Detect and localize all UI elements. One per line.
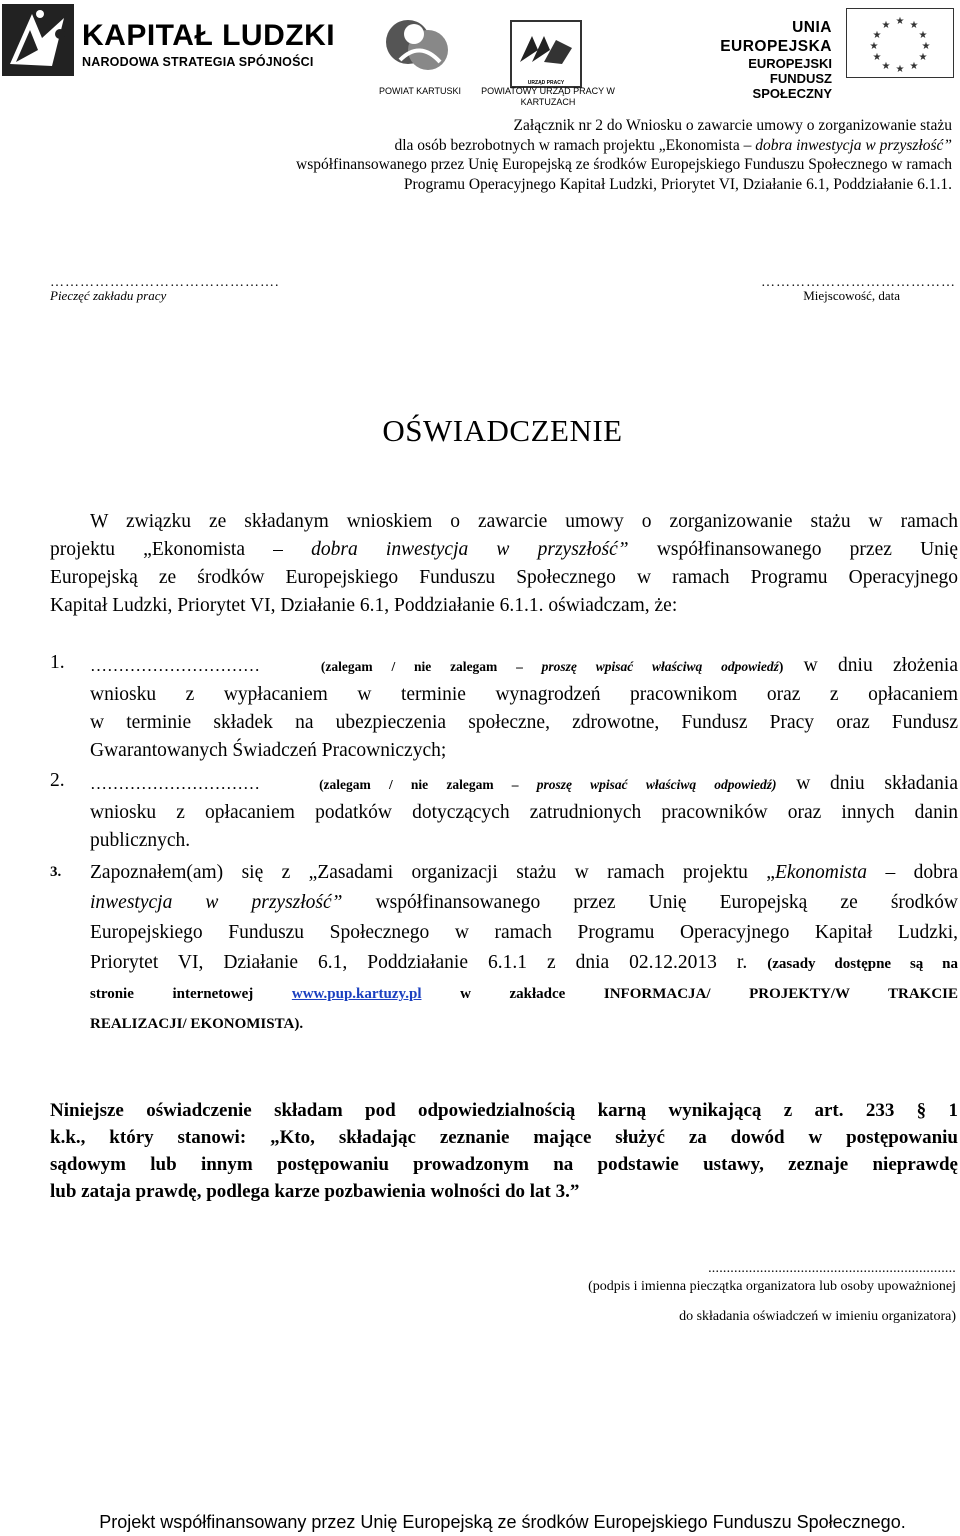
item1-blank[interactable]: …………………………: [90, 656, 260, 675]
page-footer: Projekt współfinansowany przez Unię Europejską ze środków Europejskiego Funduszu Społecznego.: [99, 1512, 906, 1532]
kapital-ludzki-emblem-icon: [2, 4, 80, 76]
item2-blank[interactable]: …………………………: [90, 774, 260, 793]
eu-sub2: FUNDUSZ SPOŁECZNY: [752, 71, 832, 101]
annex-header: Załącznik nr 2 do Wniosku o zawarcie umowy o zorganizowanie stażu dla osób bezrobotnych w ramach projektu „Ekonomista – dobra inwestycja w przyszłość” współfinansowanego przez Unię Europejską ze środków Europejskiego Funduszu Społecznego w ramach Programu Operacyjnego Kapitał Ludzki, Priorytet VI, Działanie 6.1, Poddziałanie 6.1.1.: [296, 117, 952, 193]
item1-number: 1.: [50, 652, 65, 673]
eu-flag: [846, 8, 954, 78]
date-label: Miejscowość, data: [803, 288, 900, 303]
powiat-logo: [380, 10, 460, 82]
eu-sub1: EUROPEJSKI: [748, 56, 832, 71]
svg-text:★: ★: [895, 16, 905, 27]
urzad-pracy-label: POWIATOWY URZĄD PRACY W KARTUZACH: [481, 86, 615, 107]
signature-block: ................................................................... (podpis i imienna pieczątka organizatora lub osoby upoważnionej do składania oświadczeń w imieniu organizatora): [536, 1262, 956, 1328]
svg-text:★: ★: [918, 30, 928, 41]
legal-declaration: Niniejsze oświadczenie składam pod odpowiedzialnością karną wynikającą z art. 233 § 1 k.k., który stanowi: „Kto, składając zeznanie mające służyć za dowód w postępowaniu sądowym lub innym postępowaniu prowadzonym na podstawie ustawy, zeznaje nieprawdę lub zataja prawdę, podlega karze pozbawienia wolności do lat 3.”: [50, 1100, 958, 1202]
date-dots: …………………………………: [761, 275, 956, 290]
svg-text:★: ★: [872, 30, 882, 41]
eu-title: UNIA EUROPEJSKA: [720, 19, 832, 55]
svg-text:★: ★: [872, 52, 882, 63]
item2-number: 2.: [50, 770, 65, 791]
powiat-emblem-icon: [380, 10, 460, 82]
kapital-ludzki-logo: [2, 4, 80, 76]
svg-text:★: ★: [909, 61, 919, 72]
eu-flag-icon: [846, 8, 954, 78]
svg-text:★: ★: [869, 41, 879, 52]
kapital-ludzki-title: KAPITAŁ LUDZKI: [82, 19, 336, 52]
stamp-dots: ……………………………………….: [50, 275, 280, 290]
powiat-label: POWIAT KARTUSKI: [378, 86, 461, 96]
website-link[interactable]: www.pup.kartuzy.pl: [291, 986, 422, 1002]
item2-text: ………………………… (zalegam / nie zalegam – proszę wpisać właściwą odpowiedź) w dniu składania wniosku z opłacaniem podatków dotyczących zatrudnionych pracowników oraz innych danin publicznych.: [90, 773, 958, 851]
item1-text: ………………………… (zalegam / nie zalegam – proszę wpisać właściwą odpowiedź) w dniu złożenia wniosku z wypłacaniem w terminie wynagrodzeń pracownikom oraz z opłacaniem w terminie składek na ubezpieczenia społeczne, zdrowotne, Fundusz Pracy oraz Fundusz Gwarantowanych Świadczeń Pracowniczych;: [90, 655, 958, 761]
urzad-pracy-emblem-icon: [510, 20, 582, 88]
svg-text:★: ★: [895, 64, 905, 75]
svg-text:★: ★: [881, 61, 891, 72]
document-title: OŚWIADCZENIE: [382, 413, 623, 448]
item3-text: Zapoznałem(am) się z „Zasadami organizacji stażu w ramach projektu „Ekonomista – dobra inwestycja w przyszłość” współfinansowanego przez Unię Europejską ze środków Europejskiego Funduszu Społecznego w ramach Programu Operacyjnego Kapitał Ludzki, Priorytet VI, Działanie 6.1, Poddziałanie 6.1.1 z dnia 02.12.2013 r. (zasady dostępne są na stronie internetowej www.pup.kartuzy.pl w zakładce INFORMACJA/ PROJEKTY/W TRAKCIE REALIZACJI/ EKONOMISTA).: [90, 862, 959, 1032]
svg-text:★: ★: [918, 52, 928, 63]
svg-text:★: ★: [909, 20, 919, 31]
item3-number: 3.: [50, 864, 62, 880]
urzad-pracy-logo-text: URZĄD PRACY: [527, 80, 565, 86]
kapital-ludzki-text: [82, 20, 335, 69]
urzad-pracy-logo: [510, 20, 582, 88]
kapital-ludzki-subtitle: NARODOWA STRATEGIA SPÓJNOŚCI: [82, 55, 314, 69]
svg-text:★: ★: [921, 41, 931, 52]
intro-paragraph: W związku ze składanym wnioskiem o zawarcie umowy o zorganizowanie stażu w ramach projektu „Ekonomista – dobra inwestycja w przyszłość” współfinansowanego przez Unię Europejską ze środków Europejskiego Funduszu Społecznego w ramach Programu Operacyjnego Kapitał Ludzki, Priorytet VI, Działanie 6.1, Poddziałanie 6.1.1. oświadczam, że:: [50, 511, 958, 616]
stamp-label: Pieczęć zakładu pracy: [50, 288, 167, 303]
eu-efs-text: [700, 18, 832, 101]
svg-text:★: ★: [881, 20, 891, 31]
signature-line[interactable]: ...................................................................: [708, 1261, 956, 1276]
